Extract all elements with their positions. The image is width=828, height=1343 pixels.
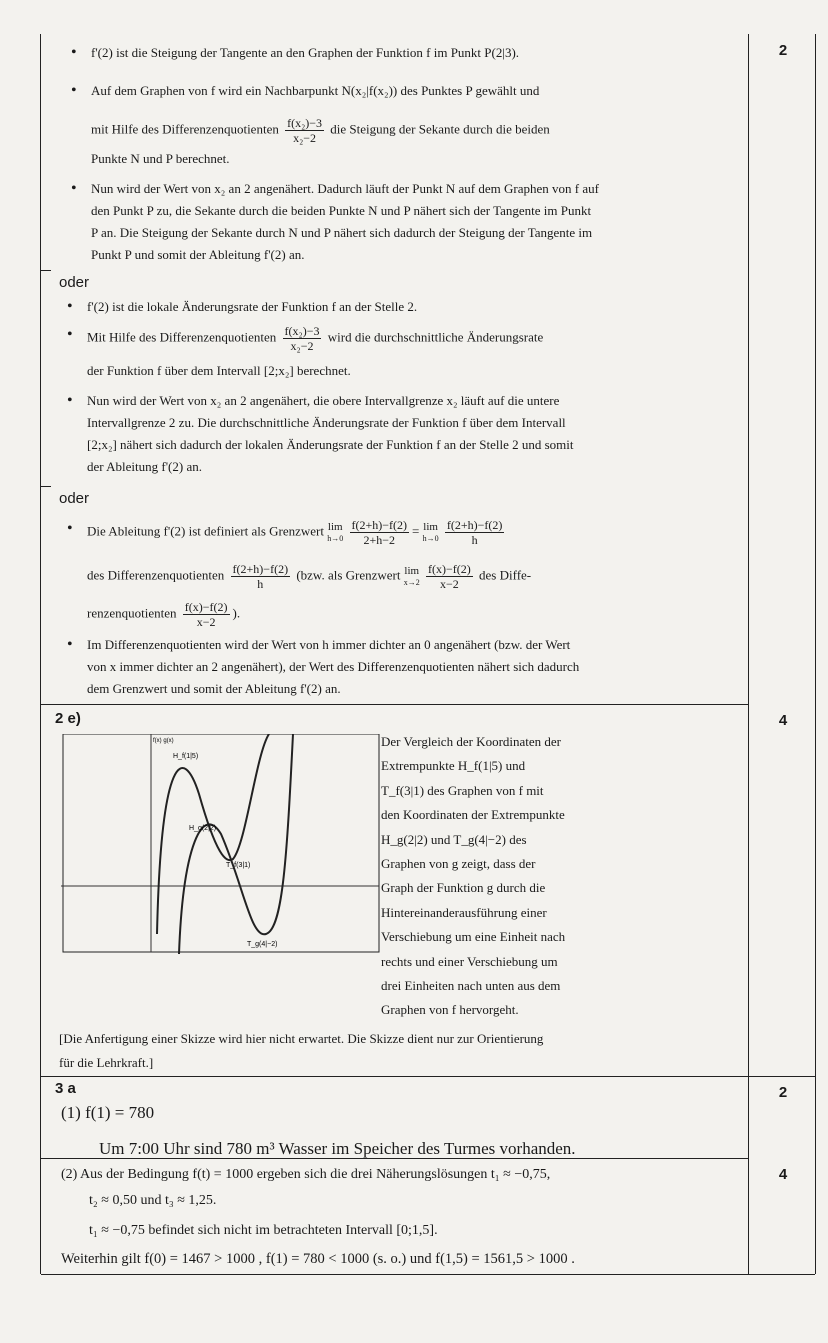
tick [41,486,51,487]
avg-post: wird die durchschnittliche Änderungsrate [327,329,544,345]
bullet-local-rate: • f'(2) ist die lokale Änderungsrate der Funktion f an der Stelle 2. [87,296,727,318]
tg-label: T_g(4|−2) [247,941,278,948]
axis-label: f(x) g(x) [153,738,174,744]
oder-2: oder [59,490,90,507]
graph-sketch [61,734,381,954]
sekant-pre: mit Hilfe des Differenzenquotienten [91,121,279,137]
points-column-divider [748,34,749,1274]
limit [327,521,343,545]
comparison-line: Hintereinanderausführung einer [381,904,547,920]
dq-num: f(x₂)−3 [287,116,323,130]
quot-pre: des Differenzenquotienten [87,567,225,583]
lim-sub: h→0 [327,533,344,543]
quot-post: des Diffe- [479,567,532,583]
condition-line: (2) Aus der Bedingung f(t) = 1000 ergeben sich die drei Näherungslösungen t₁ ≈ −0,75, [61,1167,551,1182]
bullet-interval-approach: • Nun wird der Wert von x₂ an 2 angenähert, die obere Intervallgrenze x₂ läuft auf die untere Intervallgrenze 2 zu. Die durchschnittliche Änderungsrate der Funktion f über dem Intervall [2;x₂] nähert sich dadurch der lokalen Änderungsrate der Funktion f an der Stelle 2 und somit der Ableitung f'(2) an. [87,390,577,478]
bullet-mark: • [67,326,73,343]
sekant-line [91,116,731,145]
comparison-line: H_g(2|2) und T_g(4|−2) des [381,831,527,847]
dq2-num: f(x₂)−3 [284,324,320,338]
difference-quotient-2 [283,324,322,353]
difference-quotient [285,116,324,145]
limit-frac-2 [445,518,505,547]
derivative-definition: • Die Ableitung f'(2) ist definiert als Grenzwert lim h→0 $\frac{f(2+h)-f(2)}{2+h-2}$ = lim h→0 $\frac{f(2+h)-f(2)}{h}$ [67,518,503,547]
lim-text: lim [327,520,343,533]
graph-frame [63,734,379,952]
f2-num: f(2+h)−f(2) [446,518,503,532]
label-3a: 3 a [55,1080,76,1097]
q-den: h [257,577,264,591]
further-values: Weiterhin gilt f(0) = 1467 > 1000 , f(1) = 780 < 1000 (s. o.) und f(1,5) = 1561,5 > 1000 . [61,1251,575,1267]
solutions-line: t₂ ≈ 0,50 und t₃ ≈ 1,25. [89,1193,217,1208]
qx-num: f(x)−f(2) [428,562,471,576]
comparison-line: den Koordinaten der Extrempunkte [381,807,565,823]
points-4: 4 [778,712,788,729]
renzen-post: ). [232,605,241,621]
hg-label: H_g(2|2) [189,825,217,832]
renzen-pre: renzenquotienten [87,605,177,621]
avg-pre: Mit Hilfe des Differenzenquotienten [87,329,277,345]
limit-3 [404,565,420,589]
renzen-line [87,600,240,629]
sketch-note-1: [Die Anfertigung einer Skizze wird hier nicht erwartet. Die Skizze dient nur zur Orientierung [59,1031,544,1046]
quot-frac-x [426,562,473,591]
divider-2e [41,704,748,705]
divider-3a-2 [41,1158,748,1159]
bullet-approach: • Nun wird der Wert von x₂ an 2 angenähert. Dadurch läuft der Punkt N auf dem Graphen von f auf den Punkt P zu, die Sekante durch die beiden Punkte N und P nähert sich der Tangente im Punkt P an. Die Steigung der Sekante durch N und P nähert sich dadurch der Steigung der Tangente im Punkt P und somit der Ableitung f'(2) an. [91,178,601,266]
lim-text: lim [404,564,420,577]
comparison-text [381,730,581,1023]
f2-den: h [471,533,478,547]
points-2: 2 [778,42,788,59]
comparison-line: rechts und einer Verschiebung um [381,953,558,969]
sekant-post: die Steigung der Sekante durch die beiden [330,121,550,137]
lim-sub: x→2 [403,577,420,587]
def-pre: Die Ableitung f'(2) ist definiert als Grenzwert [87,523,324,539]
lim-sub: h→0 [422,533,439,543]
limit-frac-1 [350,518,410,547]
solution-page [40,34,816,1274]
renzen-frac [183,600,230,629]
r-den: x−2 [196,615,216,629]
comparison-line: Graph der Funktion g durch die [381,880,546,896]
limit-2 [423,521,439,545]
bullet-neighbor-point: • Auf dem Graphen von f wird ein Nachbarpunkt N(x₂|f(x₂)) des Punktes P gewählt und [91,80,731,102]
comparison-line: Graphen von g zeigt, dass der [381,856,536,872]
quotient-line [87,562,737,591]
comparison-line: T_f(3|1) des Graphen von f mit [381,782,544,798]
comparison-line: Graphen von f hervorgeht. [381,1002,519,1018]
oder-1: oder [59,274,90,291]
bullet-h-approach: • Im Differenzenquotienten wird der Wert von h immer dichter an 0 angenähert (bzw. der Wert von x immer dichter an 2 angenähert), der Wert des Differenzenquotienten nähert sich dadurch dem Grenzwert und somit der Ableitung f'(2) an. [87,634,587,700]
label-2e: 2 e) [55,710,81,727]
quot-mid: (bzw. als Grenzwert [296,567,401,583]
average-rate-line [67,324,727,353]
f1-value: (1) f(1) = 780 [61,1103,155,1122]
graph-f [157,734,269,934]
f1-den: 2+h−2 [363,533,396,547]
qx-den: x−2 [440,577,459,591]
comparison-line: drei Einheiten nach unten aus dem [381,978,561,994]
q-num: f(2+h)−f(2) [232,562,289,576]
quot-frac [231,562,291,591]
comparison-line: Der Vergleich der Koordinaten der [381,734,562,749]
interval-line: der Funktion f über dem Intervall [2;x₂] berechnet. [87,363,351,378]
bottom-border [41,1274,815,1275]
r-num: f(x)−f(2) [184,600,228,614]
bullet-tangent-slope: • f'(2) ist die Steigung der Tangente an den Graphen der Funktion f im Punkt P(2|3). [91,42,731,64]
tf-label: T_f(3|1) [226,862,251,869]
divider-3a [41,1076,815,1077]
hf-label: H_f(1|5) [173,753,199,760]
f1-num: f(2+h)−f(2) [351,518,408,532]
bullet-mark: • [67,520,73,537]
sketch-note-2: für die Lehrkraft.] [59,1055,154,1070]
graph-g [179,734,293,954]
tick [41,270,51,271]
points-n-p: Punkte N und P berechnet. [91,151,230,166]
comparison-line: Verschiebung um eine Einheit nach [381,929,566,945]
dq-den: x₂−2 [293,131,317,145]
dq2-den: x₂−2 [290,339,314,353]
comparison-line: Extrempunkte H_f(1|5) und [381,758,526,774]
interval-check: t₁ ≈ −0,75 befindet sich nicht im betrachteten Intervall [0;1,5]. [89,1223,438,1238]
points-2b: 2 [778,1084,788,1101]
water-statement: Um 7:00 Uhr sind 780 m³ Wasser im Speicher des Turmes vorhanden. [99,1139,576,1158]
lim-text: lim [423,520,438,533]
points-4b: 4 [778,1166,788,1183]
